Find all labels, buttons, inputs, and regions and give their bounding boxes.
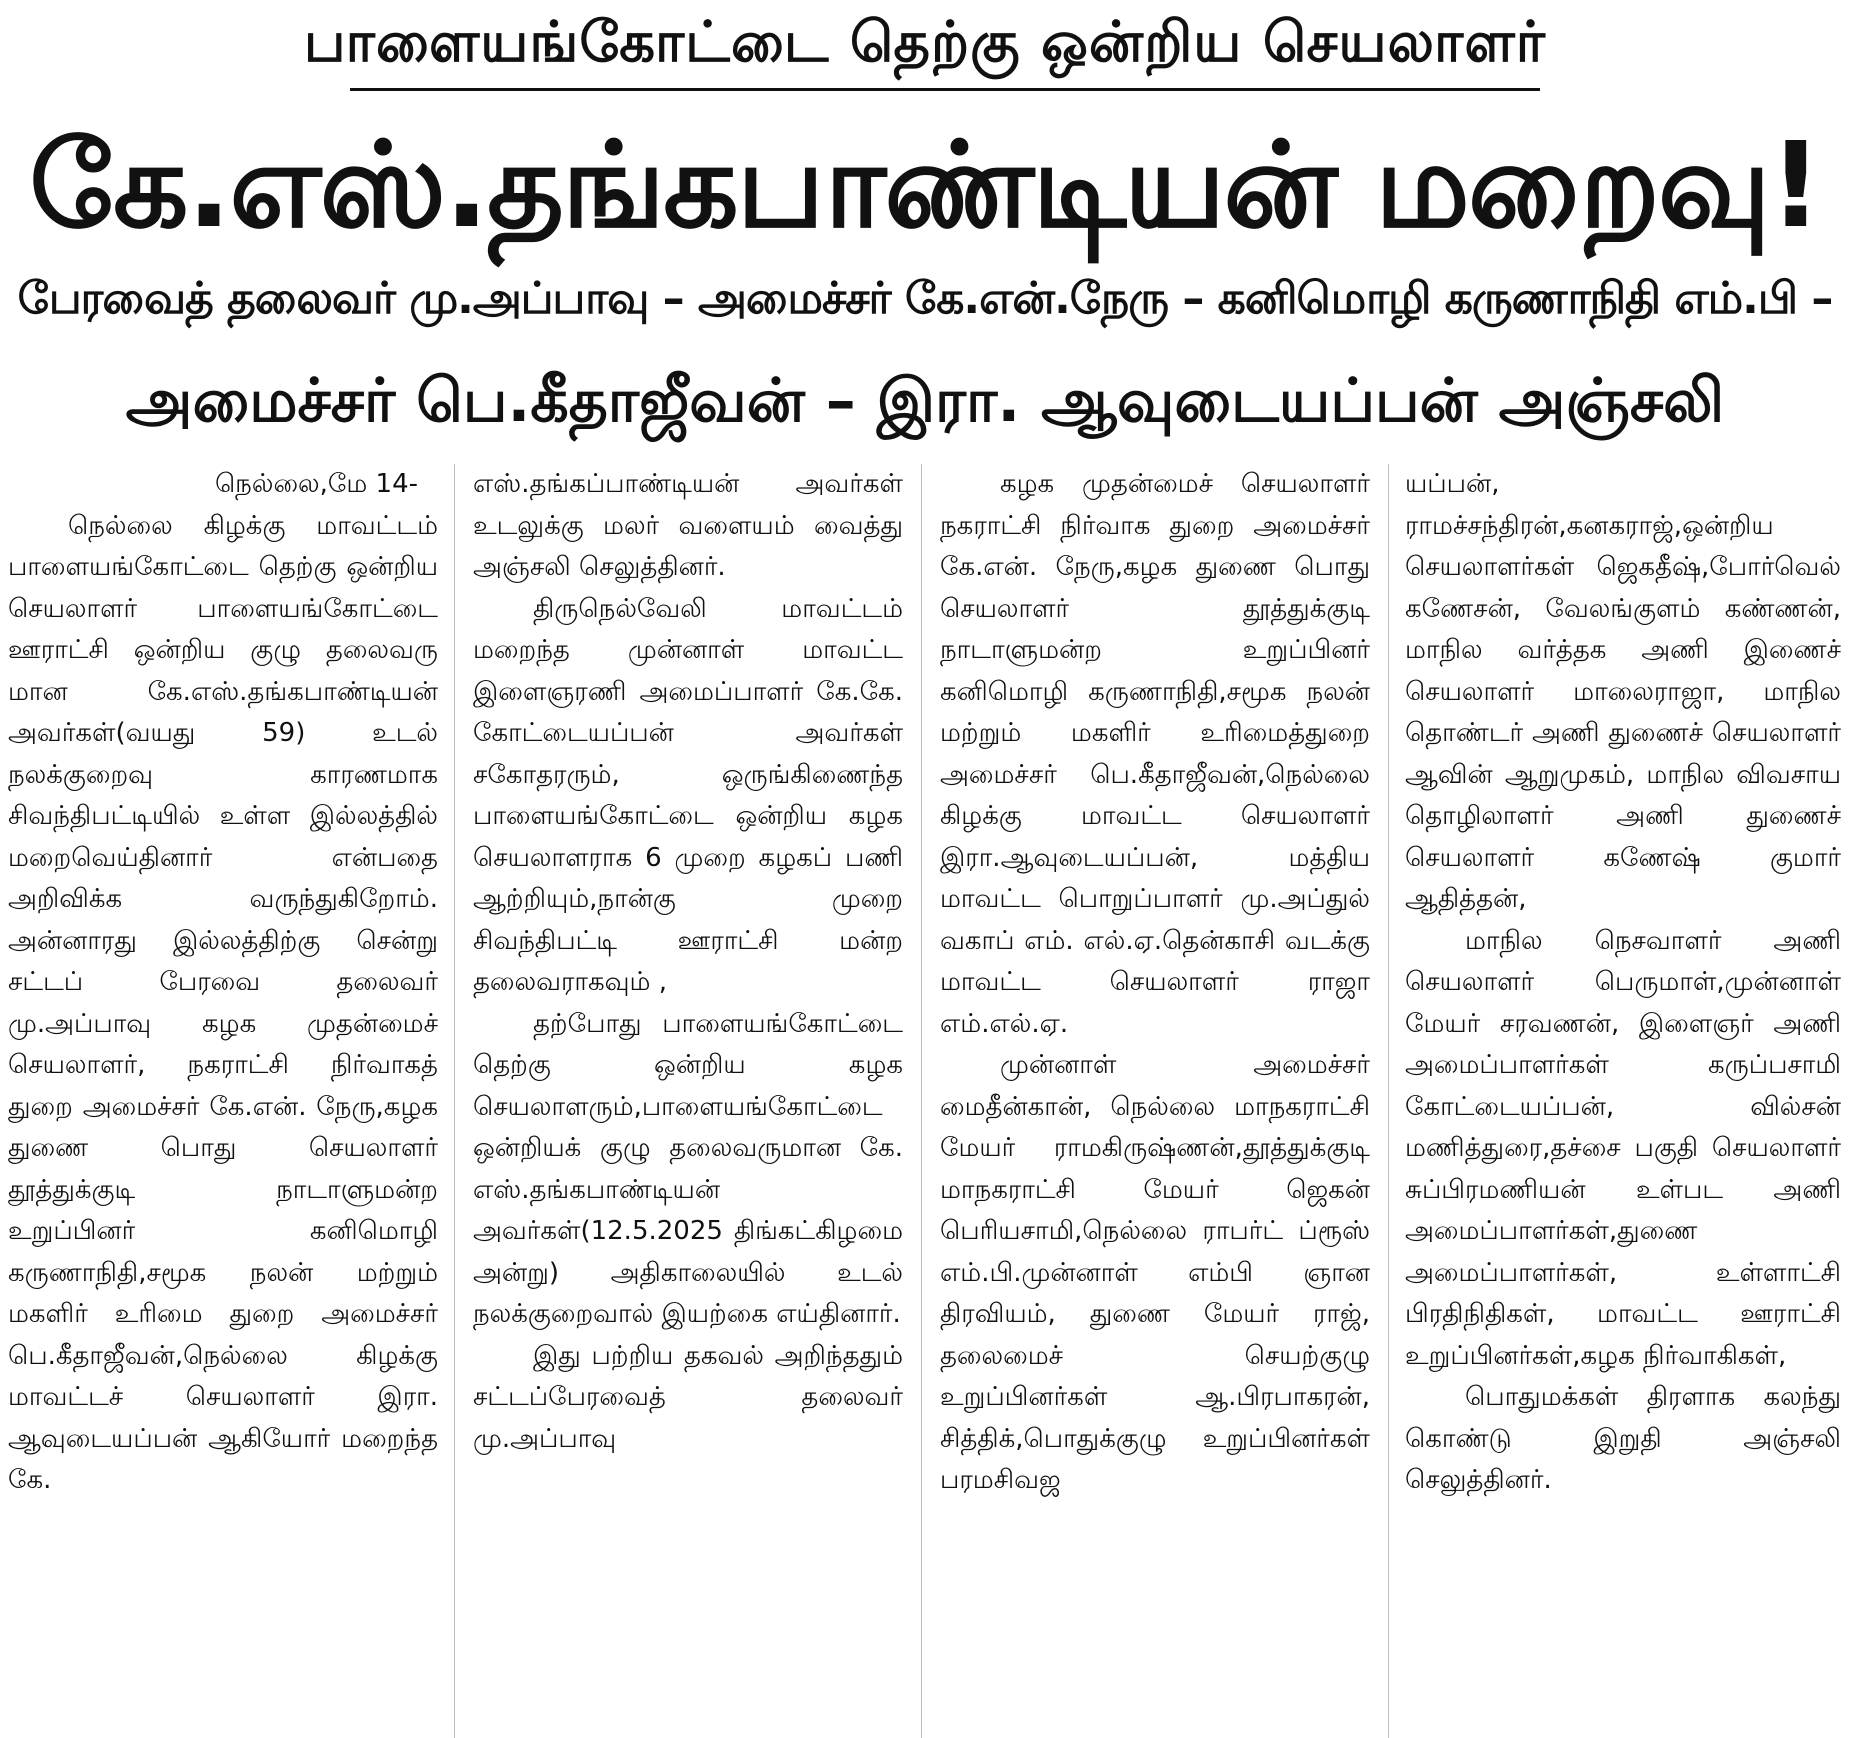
paragraph: திருநெல்வேலி மாவட்டம் மறைந்த முன்னாள் மாவட்ட இளைஞரணி அமைப்பாளர் கே.கே. கோட்டையப்பன் அவர்கள் சகோதரரும், ஒருங்கிணைந்த பாளையங்கோட்டை ஒன்றிய கழக செயலாளராக 6 முறை கழகப் பணி ஆற்றியும்,நான்கு முறை சிவந்திபட்டி ஊராட்சி மன்ற தலைவராகவும் , [473, 593, 903, 997]
column-divider [921, 464, 922, 1738]
subheadline-line-2: அமைச்சர் பெ.கீதாஜீவன் – இரா. ஆவுடையப்பன் அஞ்சலி [125, 366, 1725, 436]
dateline: நெல்லை,மே 14- [214, 469, 418, 499]
paragraph: நெல்லை கிழக்கு மாவட்டம் பாளையங்கோட்டை தெற்கு ஒன்றிய செயலாளர் பாளையங்கோட்டை ஊராட்சி ஒன்றிய குழு தலைவரு மான கே.எஸ்.தங்கபாண்டியன் அவர்கள்(வயது 59) உடல் நலக்குறைவு காரணமாக சிவந்திபட்டியில் உள்ள இல்லத்தில் மறைவெய்தினார் என்பதை அறிவிக்க வருந்துகிறோம். அன்னாரது இல்லத்திற்கு சென்று சட்டப் பேரவை தலைவர் மு.அப்பாவு கழக முதன்மைச் செயலாளர், நகராட்சி நிர்வாகத் துறை அமைச்சர் கே.என். நேரு,கழக துணை பொது செயலாளர் தூத்துக்குடி நாடாளுமன்ற உறுப்பினர் கனிமொழி கருணாநிதி,சமூக நலன் மற்றும் மகளிர் உரிமை துறை அமைச்சர் பெ.கீதாஜீவன்,நெல்லை கிழக்கு மாவட்டச் செயலாளர் இரா. ஆவுடையப்பன் ஆகியோர் மறைந்த கே. [8, 510, 438, 1495]
article-body [0, 464, 1850, 1738]
kicker-heading: பாளையங்கோட்டை தெற்கு ஒன்றிய செயலாளர் [303, 10, 1547, 75]
paragraph: கழக முதன்மைச் செயலாளர் நகராட்சி நிர்வாக துறை அமைச்சர் கே.என். நேரு,கழக துணை பொது செயலாளர் தூத்துக்குடி நாடாளுமன்ற உறுப்பினர் கனிமொழி கருணாநிதி,சமூக நலன் மற்றும் மகளிர் உரிமைத்துறை அமைச்சர் பெ.கீதாஜீவன்,நெல்லை கிழக்கு மாவட்ட செயலாளர் இரா.ஆவுடையப்பன், மத்திய மாவட்ட பொறுப்பாளர் மு.அப்துல் வகாப் எம். எல்.ஏ.தென்காசி வடக்கு மாவட்ட செயலாளர் ராஜா எம்.எல்.ஏ. [940, 469, 1370, 1039]
paragraph: யப்பன், ராமச்சந்திரன்,கனகராஜ்,ஒன்றிய செயலாளர்கள் ஜெகதீஷ்,போர்வெல் கணேசன், வேலங்குளம் கண்ணன், மாநில வர்த்தக அணி இணைச் செயலாளர் மாலைராஜா, மாநில தொண்டர் அணி துணைச் செயலாளர் ஆவின் ஆறுமுகம், மாநில விவசாய தொழிலாளர் அணி துணைச் செயலாளர் கணேஷ் குமார் ஆதித்தன், [1405, 469, 1841, 914]
kicker-rule [350, 88, 1540, 91]
headline: கே.எஸ்.தங்கபாண்டியன் மறைவு! [29, 116, 1821, 254]
column-divider [1388, 464, 1389, 1738]
column-divider [454, 464, 455, 1738]
paragraph: மாநில நெசவாளர் அணி செயலாளர் பெருமாள்,முன்னாள் மேயர் சரவணன், இளைஞர் அணி அமைப்பாளர்கள் கருப்பசாமி கோட்டையப்பன், வில்சன் மணித்துரை,தச்சை பகுதி செயலாளர் சுப்பிரமணியன் உள்பட அணி அமைப்பாளர்கள்,துணை அமைப்பாளர்கள், உள்ளாட்சி பிரதிநிதிகள், மாவட்ட ஊராட்சி உறுப்பினர்கள்,கழக நிர்வாகிகள், [1405, 925, 1841, 1371]
paragraph: தற்போது பாளையங்கோட்டை தெற்கு ஒன்றிய கழக செயலாளரும்,பாளையங்கோட்டை ஒன்றியக் குழு தலைவருமான கே. எஸ்.தங்கபாண்டியன் அவர்கள்(12.5.2025 திங்கட்கிழமை அன்று) அதிகாலையில் உடல் நலக்குறைவால் இயற்கை எய்தினார். [473, 1008, 903, 1329]
paragraph: முன்னாள் அமைச்சர் மைதீன்கான், நெல்லை மாநகராட்சி மேயர் ராமகிருஷ்ணன்,தூத்துக்குடி மாநகராட்சி மேயர் ஜெகன் பெரியசாமி,நெல்லை ராபர்ட் ப்ரூஸ் எம்.பி.முன்னாள் எம்பி ஞான திரவியம், துணை மேயர் ராஜ், தலைமைச் செயற்குழு உறுப்பினர்கள் ஆ.பிரபாகரன், சித்திக்,பொதுக்குழு உறுப்பினர்கள் பரமசிவஜ [940, 1050, 1370, 1495]
column-4 [1405, 464, 1841, 1738]
column-1 [8, 464, 438, 1738]
column-2 [473, 464, 903, 1738]
subheadline-line-1: பேரவைத் தலைவர் மு.அப்பாவு – அமைச்சர் கே.என்.நேரு – கனிமொழி கருணாநிதி எம்.பி – [17, 273, 1833, 324]
paragraph: இது பற்றிய தகவல் அறிந்ததும் சட்டப்பேரவைத் தலைவர் மு.அப்பாவு [473, 1340, 903, 1454]
column-3 [940, 464, 1370, 1738]
paragraph: எஸ்.தங்கப்பாண்டியன் அவர்கள் உடலுக்கு மலர் வளையம் வைத்து அஞ்சலி செலுத்தினர். [473, 469, 903, 582]
paragraph: பொதுமக்கள் திரளாக கலந்து கொண்டு இறுதி அஞ்சலி செலுத்தினர். [1405, 1382, 1841, 1495]
